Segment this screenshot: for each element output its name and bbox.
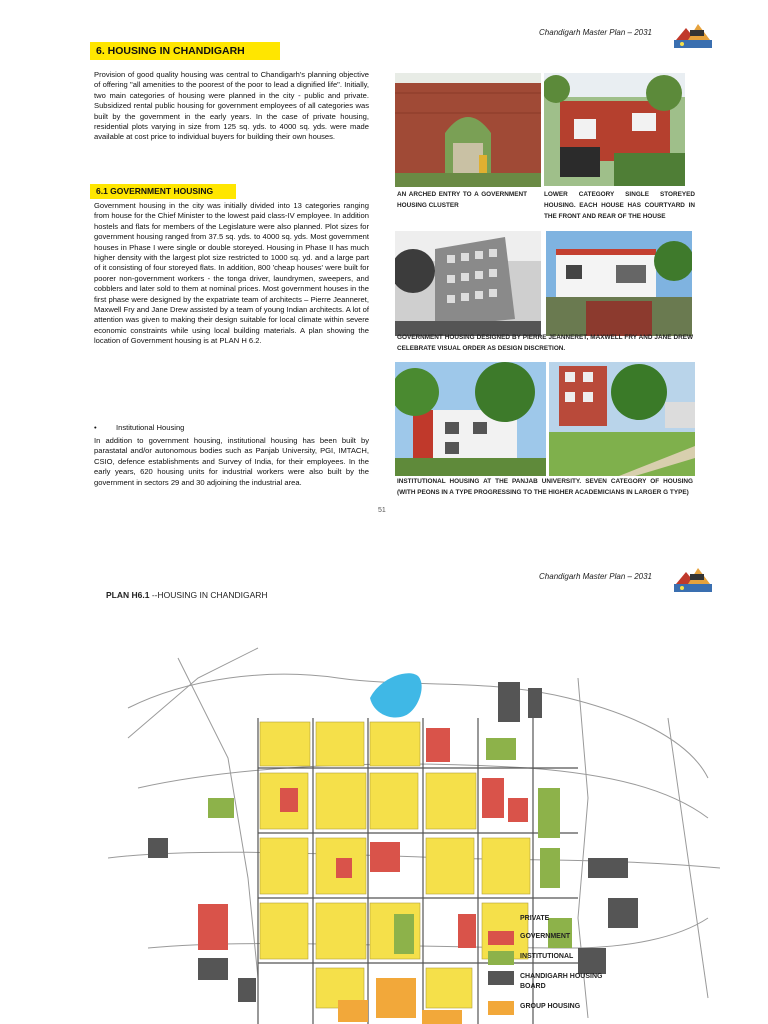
running-header: Chandigarh Master Plan – 2031 — [539, 572, 652, 581]
government-housing-paragraph: Government housing in the city was initially divided into 13 categories ranging from house for the Chief Minister to the lowest paid class-IV employee. In addition hostels and flats for members of the Legislature were also planned. Plot sizes for government housing ranged from 37.5 sq. yds. to 4000 sq. yds. Most government houses in Phase I were single or double storeyed. Housing in Phase II has much higher density with the largest plot size restricted to 1000 sq. yd. and a large part of it consisting of four storeyed flats. In addition, 800 'cheap houses' were built for poorer non-government workers - the tonga driver, laundrymen, sweepers, and cobblers and later sold to them at nominal prices. Most government houses in the first phase were designed by the expatriate team of architects – Pierre Jeanneret, Maxwell Fry and Jane Drew assisted by a team of young Indian architects. A lot of attention was given to making their design suitable for local climate within severe economic constraints while using local building materials. A plan showing the location of Government housing is at PLAN H 6.2. — [94, 201, 369, 346]
legend-swatch — [488, 971, 514, 985]
document-page-plan — [0, 558, 768, 1024]
master-plan-logo — [672, 20, 714, 50]
institutional-housing-paragraph: In addition to government housing, institutional housing has been built by parastatal and/or autonomous bodies such as Panjab University, PGI, IMTACH, CSIO, defence establishments and Survey of India, for their employees. In the early years, 620 housing units for industrial workers were also built by the government in sectors 29 and 30 adjoining the industrial area. — [94, 436, 369, 487]
housing-map — [108, 618, 720, 1024]
caption-lower-category: LOWER CATEGORY SINGLE STOREYED HOUSING. EACH HOUSE HAS COURTYARD IN THE FRONT AND REAR OF THE HOUSE — [544, 191, 695, 220]
legend-label: INSTITUTIONAL — [520, 953, 574, 960]
plan-label: PLAN H6.1 — [106, 590, 150, 600]
photo-university-housing-1 — [395, 362, 546, 476]
photo-white-house-color — [546, 231, 692, 336]
legend-label: PRIVATE — [520, 915, 550, 922]
legend-swatch — [488, 951, 514, 965]
bullet-heading — [94, 423, 184, 432]
legend-label: GROUP HOUSING — [520, 1003, 581, 1010]
legend-swatch — [488, 1001, 514, 1015]
legend-swatch — [488, 913, 514, 927]
photo-arched-entry — [395, 73, 541, 187]
bullet-heading-label: Institutional Housing — [116, 423, 185, 432]
caption-arched-entry: AN ARCHED ENTRY TO A GOVERNMENT HOUSING CLUSTER — [397, 191, 527, 209]
plan-title-text: --HOUSING IN CHANDIGARH — [149, 590, 268, 600]
subsection-title: 6.1 GOVERNMENT HOUSING — [90, 184, 236, 199]
legend-label: GOVERNMENT — [520, 933, 571, 940]
bullet-marker: • — [94, 423, 97, 432]
caption-university: INSTITUTIONAL HOUSING AT THE PANJAB UNIVERSITY. SEVEN CATEGORY OF HOUSING (WITH PEONS IN A TYPE PROGRESSING TO THE HIGHER ACADEMICIANS IN LARGER G TYPE) — [397, 478, 693, 496]
plan-title — [106, 590, 268, 600]
intro-paragraph: Provision of good quality housing was central to Chandigarh's planning objective of offering "all amenities to the poorest of the poor to lead a dignified life". Initially, two main categories of housing were planned in the city - public and private. Subsidized rental public housing for government employees of all categories was built by the government in the early years. In the case of private housing, residential plots varying in size from 125 sq. yds. to 4000 sq. yds. were made available at cost price to individual buyers for building their own houses. — [94, 70, 369, 142]
section-title: 6. HOUSING IN CHANDIGARH — [90, 42, 280, 60]
legend-swatch — [488, 931, 514, 945]
running-header: Chandigarh Master Plan – 2031 — [539, 28, 652, 37]
page-number: 51 — [378, 507, 386, 514]
photo-lower-category-house — [544, 73, 685, 186]
photo-jeanneret-housing-bw — [395, 231, 541, 336]
master-plan-logo — [672, 564, 714, 594]
legend-label: CHANDIGARH HOUSING BOARD — [520, 973, 603, 990]
photo-university-housing-2 — [549, 362, 695, 476]
caption-jeanneret: GOVERNMENT HOUSING DESIGNED BY PIERRE JEANNERET, MAXWELL FRY AND JANE DREW CELEBRATE VISUAL ORDER AS DESIGN DISCRETION. — [397, 334, 693, 352]
